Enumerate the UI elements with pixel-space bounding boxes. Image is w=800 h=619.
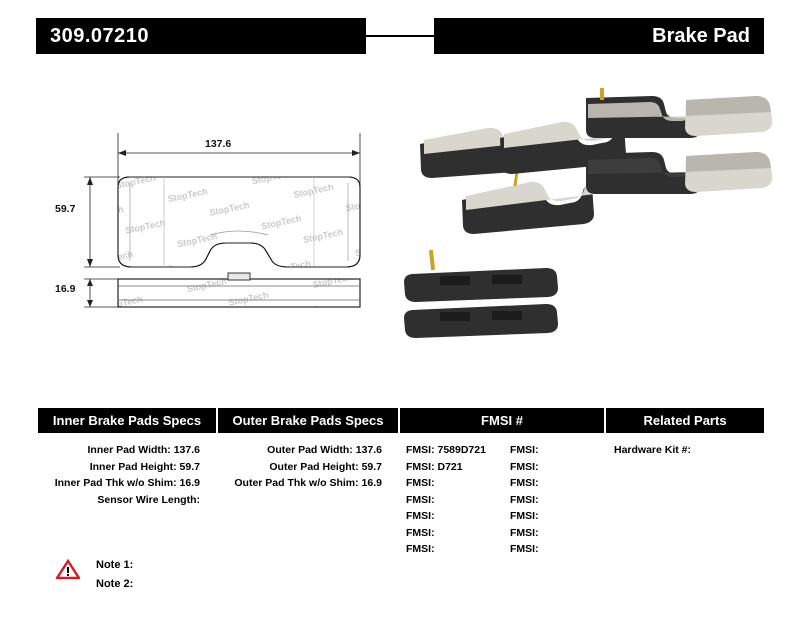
hardware-kit-number: Hardware Kit #: xyxy=(614,444,692,456)
product-type-bar xyxy=(434,18,764,54)
warning-icon xyxy=(56,559,80,584)
notes-section xyxy=(52,556,352,594)
thickness-dimension-line xyxy=(84,279,120,307)
column-header-inner-specs: Inner Brake Pads Specs xyxy=(38,408,218,433)
thickness-dimension-label: 16.9 xyxy=(55,283,76,295)
page-header xyxy=(36,18,764,54)
pad-side-view xyxy=(118,273,360,307)
specs-table-body xyxy=(38,433,764,558)
fmsi-left-value: FMSI: xyxy=(406,526,435,539)
height-dimension-line xyxy=(84,177,120,267)
pad-photo-side-2 xyxy=(404,304,558,338)
fmsi-row xyxy=(406,541,606,558)
column-header-related-parts: Related Parts xyxy=(643,413,727,428)
inner-pad-height: Inner Pad Height: 59.7 xyxy=(89,460,200,473)
width-dimension-label: 137.6 xyxy=(205,138,232,150)
fmsi-row xyxy=(406,475,606,492)
inner-pad-thickness: Inner Pad Thk w/o Shim: 16.9 xyxy=(54,477,200,489)
related-parts-column xyxy=(606,442,764,558)
fmsi-right-value: FMSI: xyxy=(510,477,539,489)
outer-pad-thickness: Outer Pad Thk w/o Shim: 16.9 xyxy=(234,477,382,489)
fmsi-left-value: FMSI: xyxy=(406,493,435,506)
fmsi-row xyxy=(406,525,606,542)
pad-photo-flat-4 xyxy=(685,152,772,192)
column-header-outer-specs: Outer Brake Pads Specs xyxy=(218,408,400,433)
part-number: 309.07210 xyxy=(50,24,150,47)
fmsi-right-value: FMSI: xyxy=(510,493,539,506)
fmsi-left-value: FMSI: xyxy=(406,477,435,489)
fmsi-left-value: FMSI: D721 xyxy=(406,460,463,473)
pad-front-view xyxy=(118,177,360,267)
height-dimension-label: 59.7 xyxy=(55,203,76,215)
technical-drawing xyxy=(55,115,400,335)
fmsi-row xyxy=(406,508,606,525)
fmsi-row xyxy=(406,459,606,476)
outer-pad-height: Outer Pad Height: 59.7 xyxy=(269,460,382,473)
fmsi-left-value: FMSI: xyxy=(406,510,435,522)
fmsi-left-value: FMSI: xyxy=(406,543,435,555)
fmsi-row xyxy=(406,442,606,459)
pad-photo-flat-1 xyxy=(586,88,700,138)
outer-pad-width: Outer Pad Width: 137.6 xyxy=(267,444,382,456)
pad-photo-flat-3 xyxy=(586,152,700,194)
inner-pad-width: Inner Pad Width: 137.6 xyxy=(87,444,200,456)
column-header-fmsi: FMSI # xyxy=(400,408,606,433)
sensor-wire-length: Sensor Wire Length: xyxy=(97,493,200,506)
brake-pad-photos-svg xyxy=(400,82,780,342)
inner-specs-column xyxy=(38,442,218,558)
fmsi-right-value: FMSI: xyxy=(510,460,539,473)
part-number-bar xyxy=(36,18,366,54)
fmsi-right-value: FMSI: xyxy=(510,526,539,539)
outer-specs-column xyxy=(218,442,400,558)
fmsi-row xyxy=(406,492,606,509)
specs-table-header-row xyxy=(38,408,764,433)
product-type-title: Brake Pad xyxy=(652,24,750,47)
fmsi-right-value: FMSI: xyxy=(510,444,539,456)
pad-photo-angled-2 xyxy=(462,164,595,234)
pad-photo-flat-2 xyxy=(685,94,772,136)
fmsi-right-value: FMSI: xyxy=(510,510,539,522)
pad-photo-side-1 xyxy=(404,250,558,302)
product-photos xyxy=(400,82,780,342)
fmsi-column xyxy=(400,442,606,558)
fmsi-left-value: FMSI: 7589D721 xyxy=(406,444,486,456)
specs-table xyxy=(38,408,764,558)
note-2: Note 2: xyxy=(96,578,134,590)
fmsi-right-value: FMSI: xyxy=(510,543,539,555)
note-1: Note 1: xyxy=(96,559,134,571)
